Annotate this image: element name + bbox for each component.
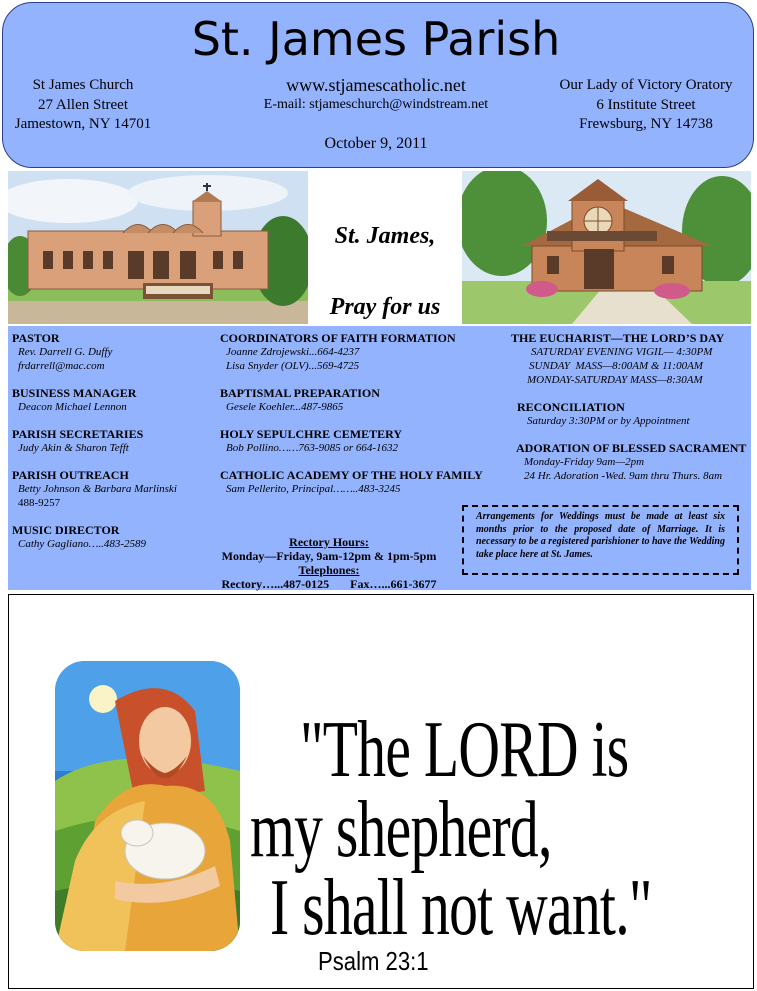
faith-heading: COORDINATORS OF FAITH FORMATION [220,331,456,345]
oratory-street: 6 Institute Street [596,96,696,113]
rectory-hours: Monday—Friday, 9am-12pm & 1pm-5pm [221,549,437,563]
academy-line: Sam Pellerito, Principal……..483-3245 [226,483,401,495]
faith-line-2: Lisa Snyder (OLV)...569-4725 [226,360,360,372]
adoration-line-1: Monday-Friday 9am—2pm [524,456,645,468]
cemetery-section [220,427,480,455]
music-section [12,523,212,551]
church-address [8,76,158,135]
business-heading: BUSINESS MANAGER [12,386,137,400]
outreach-phone: 488-9257 [18,497,61,509]
phones-line-1: Rectory…...487-0125 Fax…...661-3677 [221,577,437,591]
pastor-email[interactable]: frdarrell@mac.com [18,360,105,372]
adoration-heading: ADORATION OF BLESSED SACRAMENT [516,441,747,455]
music-name: Cathy Gagliano…..483-2589 [18,538,147,550]
baptism-heading: BAPTISMAL PREPARATION [220,386,380,400]
verse-line-2: my shepherd, [250,786,552,874]
faith-formation-section [220,331,500,373]
cemetery-heading: HOLY SEPULCHRE CEMETERY [220,427,403,441]
contact-info [220,74,532,114]
email-link[interactable]: E-mail: stjameschurch@windstream.net [263,97,489,112]
oratory-city: Frewsburg, NY 14738 [579,116,713,132]
website-link[interactable]: www.stjamescatholic.net [286,75,466,95]
oratory-address [546,76,746,135]
secretaries-names: Judy Akin & Sharon Tefft [18,442,129,454]
reconciliation-heading: RECONCILIATION [517,400,625,414]
church-name: St James Church [32,77,134,93]
adoration-section [516,441,756,483]
telephones-heading: Telephones: [298,563,360,577]
wedding-notice: Arrangements for Weddings must be made at least six months prior to the proposed date of Marriage. It is necessary to be a registered parishioner to have the Wedding take place here at St. James. [462,505,739,575]
prayer-line-1: St. James, [334,223,436,249]
eucharist-line-2: SUNDAY MASS—8:00AM & 11:00AM [529,360,703,372]
psalm-citation: Psalm 23:1 [318,946,429,976]
adoration-line-2: 24 Hr. Adoration -Wed. 9am thru Thurs. 8am [524,470,723,482]
rectory-hours-heading: Rectory Hours: [289,535,369,549]
eucharist-heading: THE EUCHARIST—THE LORD’S DAY [511,331,725,345]
oratory-name: Our Lady of Victory Oratory [559,77,733,93]
secretaries-section [12,427,212,455]
business-name: Deacon Michael Lennon [18,401,127,413]
baptism-section [220,386,480,414]
music-heading: MUSIC DIRECTOR [12,523,120,537]
academy-heading: CATHOLIC ACADEMY OF THE HOLY FAMILY [220,468,483,482]
pastor-section [12,331,212,373]
reconciliation-section [517,400,747,428]
verse-line-1: "The LORD is [300,706,629,794]
cemetery-line: Bob Pollino……763-9085 or 664-1632 [226,442,399,454]
st-james-church-image [8,171,308,324]
oratory-image [462,171,751,324]
outreach-names: Betty Johnson & Barbara Marlinski [18,483,177,495]
bulletin-date: October 9, 2011 [324,135,428,152]
baptism-line: Gesele Koehler...487-9865 [226,401,344,413]
eucharist-line-3: MONDAY-SATURDAY MASS—8:30AM [527,374,703,386]
outreach-heading: PARISH OUTREACH [12,468,129,482]
prayer-line-2: Pray for us [329,294,441,320]
church-city: Jamestown, NY 14701 [14,116,152,132]
pastor-heading: PASTOR [12,331,60,345]
outreach-section [12,468,217,510]
prayer-banner [308,171,462,324]
reconciliation-line: Saturday 3:30PM or by Appointment [527,415,690,427]
secretaries-heading: PARISH SECRETARIES [12,427,144,441]
pastor-name: Rev. Darrell G. Duffy [18,346,113,358]
faith-line-1: Joanne Zdrojewski...664-4237 [226,346,360,358]
business-manager-section [12,386,212,414]
good-shepherd-illustration [55,661,240,951]
church-street: 27 Allen Street [38,96,128,113]
parish-title: St. James Parish [191,12,561,66]
eucharist-line-1: SATURDAY EVENING VIGIL— 4:30PM [531,346,713,358]
academy-section [220,468,505,496]
verse-line-3: I shall not want." [270,864,652,952]
eucharist-section [511,331,751,387]
